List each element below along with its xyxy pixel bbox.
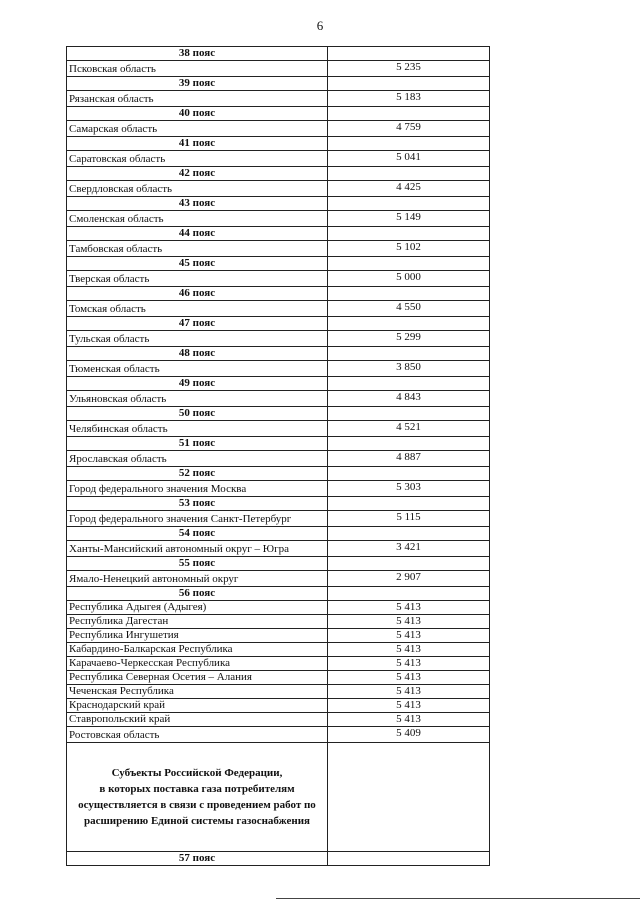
zone-value-cell	[328, 347, 490, 361]
region-value: 5 303	[328, 481, 490, 497]
zone-header-row	[67, 317, 490, 331]
table-row	[67, 451, 490, 467]
zone-header-row	[67, 107, 490, 121]
zone-label: 38 пояс	[67, 47, 328, 61]
region-value: 5 413	[328, 615, 490, 629]
region-name: Рязанская область	[67, 91, 328, 107]
region-value: 5 409	[328, 727, 490, 743]
zone-label: 52 пояс	[67, 467, 328, 481]
zone-header-row	[67, 852, 490, 866]
note-row	[67, 743, 490, 852]
table-row	[67, 657, 490, 671]
region-value: 5 413	[328, 601, 490, 615]
zone-label: 41 пояс	[67, 137, 328, 151]
region-name: Республика Северная Осетия – Алания	[67, 671, 328, 685]
zone-header-row	[67, 287, 490, 301]
zone-header-row	[67, 467, 490, 481]
table-row	[67, 151, 490, 167]
region-value: 5 413	[328, 699, 490, 713]
table-row	[67, 629, 490, 643]
zone-header-row	[67, 557, 490, 571]
zone-label: 42 пояс	[67, 167, 328, 181]
zone-label: 46 пояс	[67, 287, 328, 301]
zone-header-row	[67, 77, 490, 91]
region-value: 4 887	[328, 451, 490, 467]
region-name: Республика Адыгея (Адыгея)	[67, 601, 328, 615]
note-line: в которых поставка газа потребителям	[99, 783, 295, 795]
region-value: 4 425	[328, 181, 490, 197]
zone-value-cell	[328, 377, 490, 391]
zone-value-cell	[328, 77, 490, 91]
table-row	[67, 727, 490, 743]
zone-label: 54 пояс	[67, 527, 328, 541]
region-name: Карачаево-Черкесская Республика	[67, 657, 328, 671]
table-row	[67, 713, 490, 727]
table-row	[67, 615, 490, 629]
region-name: Ульяновская область	[67, 391, 328, 407]
zone-label: 49 пояс	[67, 377, 328, 391]
region-name: Свердловская область	[67, 181, 328, 197]
region-value: 5 183	[328, 91, 490, 107]
zone-label: 53 пояс	[67, 497, 328, 511]
zone-header-row	[67, 527, 490, 541]
zone-label: 40 пояс	[67, 107, 328, 121]
zone-value-cell	[328, 467, 490, 481]
table-row	[67, 331, 490, 347]
region-value: 4 759	[328, 121, 490, 137]
region-name: Кабардино-Балкарская Республика	[67, 643, 328, 657]
table-row	[67, 211, 490, 227]
zone-value-cell	[328, 557, 490, 571]
region-value: 4 843	[328, 391, 490, 407]
zone-value-cell	[328, 852, 490, 866]
zone-label: 55 пояс	[67, 557, 328, 571]
table-row	[67, 421, 490, 437]
table-row	[67, 671, 490, 685]
zone-value-cell	[328, 587, 490, 601]
region-name: Город федерального значения Москва	[67, 481, 328, 497]
region-value: 5 041	[328, 151, 490, 167]
zone-value-cell	[328, 167, 490, 181]
zone-label: 50 пояс	[67, 407, 328, 421]
region-value: 5 413	[328, 629, 490, 643]
region-value: 5 413	[328, 657, 490, 671]
zone-label: 51 пояс	[67, 437, 328, 451]
zone-header-row	[67, 587, 490, 601]
zone-label: 56 пояс	[67, 587, 328, 601]
zone-header-row	[67, 47, 490, 61]
table-row	[67, 181, 490, 197]
table-row	[67, 301, 490, 317]
region-value: 2 907	[328, 571, 490, 587]
table-row	[67, 601, 490, 615]
zone-header-row	[67, 257, 490, 271]
zone-value-cell	[328, 407, 490, 421]
tariff-zones-table	[66, 46, 490, 866]
table-row	[67, 361, 490, 377]
zone-value-cell	[328, 527, 490, 541]
region-name: Ханты-Мансийский автономный округ – Югра	[67, 541, 328, 557]
region-value: 5 149	[328, 211, 490, 227]
zone-header-row	[67, 437, 490, 451]
zone-label: 43 пояс	[67, 197, 328, 211]
region-name: Тульская область	[67, 331, 328, 347]
zone-header-row	[67, 377, 490, 391]
region-value: 4 550	[328, 301, 490, 317]
region-value: 3 421	[328, 541, 490, 557]
region-value: 5 115	[328, 511, 490, 527]
zone-label: 57 пояс	[67, 852, 328, 866]
region-name: Ярославская область	[67, 451, 328, 467]
zone-header-row	[67, 137, 490, 151]
region-name: Чеченская Республика	[67, 685, 328, 699]
table-row	[67, 121, 490, 137]
region-value: 5 235	[328, 61, 490, 77]
footer-divider	[276, 898, 640, 899]
region-name: Саратовская область	[67, 151, 328, 167]
table-row	[67, 481, 490, 497]
note-value-cell	[328, 743, 490, 852]
region-name: Ростовская область	[67, 727, 328, 743]
region-name: Ставропольский край	[67, 713, 328, 727]
zone-header-row	[67, 407, 490, 421]
region-name: Челябинская область	[67, 421, 328, 437]
zone-value-cell	[328, 47, 490, 61]
region-name: Тверская область	[67, 271, 328, 287]
note-line: Субъекты Российской Федерации,	[111, 767, 283, 779]
table-row	[67, 241, 490, 257]
region-value: 3 850	[328, 361, 490, 377]
zone-header-row	[67, 497, 490, 511]
region-name: Город федерального значения Санкт-Петербург	[67, 511, 328, 527]
table-row	[67, 541, 490, 557]
zone-header-row	[67, 167, 490, 181]
region-name: Тамбовская область	[67, 241, 328, 257]
region-name: Томская область	[67, 301, 328, 317]
zone-value-cell	[328, 137, 490, 151]
zone-value-cell	[328, 497, 490, 511]
region-name: Республика Дагестан	[67, 615, 328, 629]
zone-value-cell	[328, 317, 490, 331]
region-name: Псковская область	[67, 61, 328, 77]
table-row	[67, 685, 490, 699]
table-row	[67, 643, 490, 657]
note-cell	[67, 743, 328, 852]
table-row	[67, 391, 490, 407]
region-value: 5 413	[328, 643, 490, 657]
zone-label: 39 пояс	[67, 77, 328, 91]
region-value: 4 521	[328, 421, 490, 437]
region-name: Республика Ингушетия	[67, 629, 328, 643]
zone-value-cell	[328, 227, 490, 241]
region-name: Смоленская область	[67, 211, 328, 227]
table-row	[67, 571, 490, 587]
region-value: 5 299	[328, 331, 490, 347]
note-line: осуществляется в связи с проведением работ по	[78, 799, 316, 811]
page-number: 6	[316, 18, 324, 33]
zone-label: 48 пояс	[67, 347, 328, 361]
table-row	[67, 91, 490, 107]
region-name: Ямало-Ненецкий автономный округ	[67, 571, 328, 587]
zone-label: 45 пояс	[67, 257, 328, 271]
table-row	[67, 699, 490, 713]
note-line: расширению Единой системы газоснабжения	[84, 815, 310, 827]
region-name: Тюменская область	[67, 361, 328, 377]
zone-value-cell	[328, 257, 490, 271]
region-value: 5 413	[328, 713, 490, 727]
zone-value-cell	[328, 107, 490, 121]
zone-header-row	[67, 197, 490, 211]
table-row	[67, 61, 490, 77]
region-value: 5 413	[328, 671, 490, 685]
zone-header-row	[67, 347, 490, 361]
table-row	[67, 271, 490, 287]
zone-label: 44 пояс	[67, 227, 328, 241]
zone-header-row	[67, 227, 490, 241]
region-value: 5 000	[328, 271, 490, 287]
region-name: Самарская область	[67, 121, 328, 137]
zone-label: 47 пояс	[67, 317, 328, 331]
table-row	[67, 511, 490, 527]
region-value: 5 413	[328, 685, 490, 699]
region-value: 5 102	[328, 241, 490, 257]
zone-value-cell	[328, 197, 490, 211]
zone-value-cell	[328, 437, 490, 451]
region-name: Краснодарский край	[67, 699, 328, 713]
zone-value-cell	[328, 287, 490, 301]
